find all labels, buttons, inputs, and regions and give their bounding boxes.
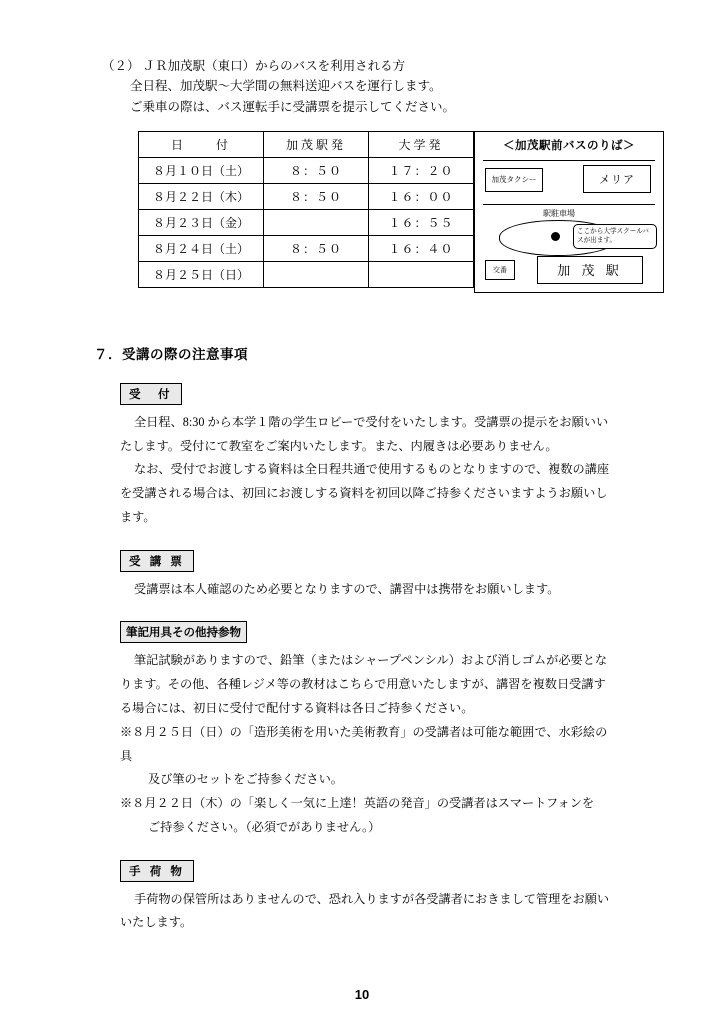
subsection-tag-supplies: 筆記用具その他持参物 — [120, 621, 247, 643]
bus-schedule-row — [60, 131, 664, 301]
note-supplies-1-sub: 及び筆のセットをご持参ください。 — [148, 772, 343, 787]
note-supplies-2-sub: ご持参ください。（必須でがありません。） — [148, 819, 381, 834]
note-supplies-1: ※８月２５日（日）の「造形美術を用いた美術教育」の受講者は可能な範囲で、水彩絵の具 — [120, 724, 608, 763]
map-label-koban: 交番 — [485, 260, 515, 280]
map-label-taxi: 加茂タクシー — [485, 168, 543, 192]
map-label-meria: メリア — [583, 165, 651, 193]
map-divider-mid — [483, 204, 655, 205]
table-row — [139, 209, 474, 235]
table-row — [139, 157, 474, 183]
column-header-date: 日 付 — [139, 131, 264, 157]
table-row — [139, 235, 474, 261]
paragraph-reception-2: なお、受付でお渡しする資料は全日程共通で使用するものとなりますので、複数の講座を受講される場合は、初回にお渡しする資料を初回以降ご持参くださいますようお願いします。 — [120, 462, 610, 524]
subsection-tag-baggage: 手 荷 物 — [120, 860, 194, 882]
map-title: ＜加茂駅前バスのりば＞ — [503, 139, 635, 152]
map-divider-top — [483, 160, 655, 161]
cell-return — [369, 261, 474, 287]
map-label-station: 加 茂 駅 — [537, 256, 643, 284]
cell-date: ８月２５日（日） — [139, 261, 264, 287]
cell-return: １６：５５ — [369, 209, 474, 235]
note-supplies-2: ※８月２２日（木）の「楽しく一気に上達！英語の発音」の受講者はスマートフォンを — [120, 796, 595, 811]
subsection-tag-reception: 受 付 — [120, 383, 182, 405]
map-label-parking: 駅駐車場 — [543, 208, 575, 218]
cell-date: ８月２３日（金） — [139, 209, 264, 235]
section-7-body — [120, 363, 612, 936]
bus-schedule-table — [138, 131, 474, 288]
column-header-depart: 加茂駅発 — [264, 131, 369, 157]
cell-return: １６：４０ — [369, 235, 474, 261]
subsection-tag-ticket: 受 講 票 — [120, 550, 194, 572]
table-row — [139, 261, 474, 287]
cell-depart: ８：５０ — [264, 183, 369, 209]
cell-date: ８月２２日（木） — [139, 183, 264, 209]
cell-date: ８月２４日（土） — [139, 235, 264, 261]
cell-depart: ８：５０ — [264, 157, 369, 183]
paragraph-baggage-1: 手荷物の保管所はありませんので、恐れ入りますが各受講者におきまして管理をお願いいたします。 — [120, 891, 610, 930]
table-header-row — [139, 131, 474, 157]
section-2-line-1: 全日程、加茂駅～大学間の無料送迎バスを運行します。 — [130, 79, 442, 94]
map-busstop-dot-icon — [551, 232, 560, 241]
map-callout-text: ここから大学スクールバスが出ます。 — [573, 224, 657, 249]
column-header-return: 大学発 — [369, 131, 474, 157]
cell-return: １６：００ — [369, 183, 474, 209]
section-7-title: ７．受講の際の注意事項 — [94, 346, 248, 362]
paragraph-ticket-1: 受講票は本人確認のため必要となりますので、講習中は携帯をお願いします。 — [134, 581, 560, 596]
section-2-bus-info — [102, 56, 664, 117]
cell-date: ８月１０日（土） — [139, 157, 264, 183]
cell-depart — [264, 261, 369, 287]
section-2-heading: （２） ＪＲ加茂駅（東口）からのバスを利用される方 — [102, 59, 406, 73]
paragraph-supplies-1: 筆記試験がありますので、鉛筆（またはシャープペンシル）および消しゴムが必要となります。その他、各種レジメ等の教材はこちらで用意いたしますが、講習を複数日受講する場合には、初日に受付で配付する資料は各日ご持参ください。 — [120, 653, 608, 715]
paragraph-reception-1: 全日程、8:30 から本学１階の学生ロビーで受付をいたします。受講票の提示をお願いいたします。受付にて教室をご案内いたします。また、内履きは必要ありません。 — [120, 414, 609, 453]
cell-depart: ８：５０ — [264, 235, 369, 261]
bus-stop-map — [474, 131, 664, 293]
cell-depart — [264, 209, 369, 235]
section-2-line-2: ご乗車の際は、バス運転手に受講票を提示してください。 — [130, 99, 456, 114]
page-number: 10 — [354, 987, 370, 1002]
table-row — [139, 183, 474, 209]
cell-return: １７：２０ — [369, 157, 474, 183]
